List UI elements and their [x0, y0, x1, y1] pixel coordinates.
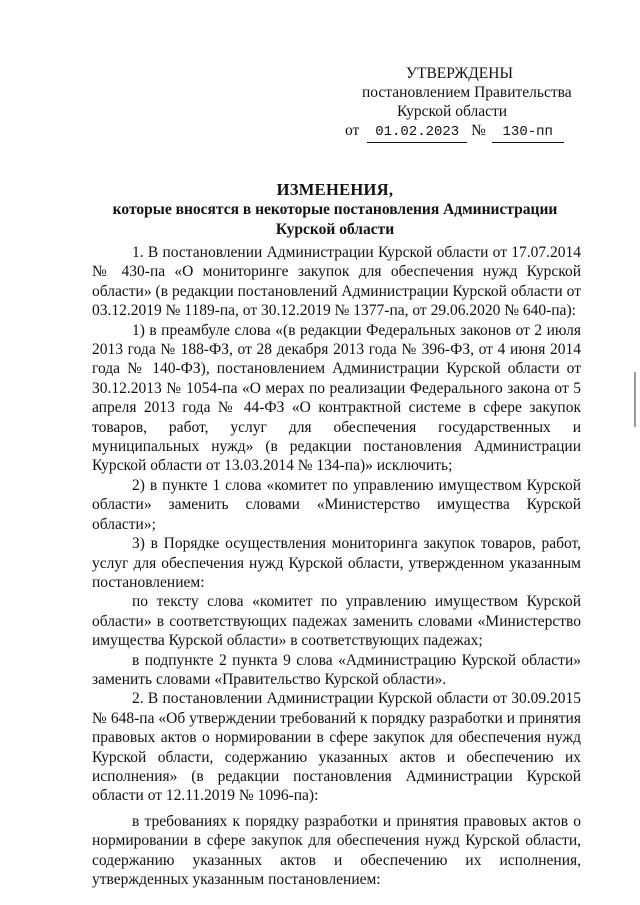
- paragraph-1-3-a: по тексту слова «комитет по управлению имуществом Курской области» в соответствующих падежах заменить словами «Министерство имущества Курской области» в соответствующих падежах;: [92, 593, 581, 650]
- approval-date-number: [338, 121, 588, 143]
- approval-number: 130-пп: [492, 123, 564, 143]
- number-prefix: №: [471, 122, 486, 139]
- paragraph-1-3: 3) в Порядке осуществления мониторинга закупок товаров, работ, услуг для обеспечения нужд Курской области, утвержденном указанным постановлением:: [92, 535, 581, 591]
- paragraph-1-2: 2) в пункте 1 слова «комитет по управлению имуществом Курской области» заменить словами «Министерство имущества Курской области»;: [92, 476, 581, 533]
- paragraph-1-1: 1) в преамбуле слова «(в редакции Федеральных законов от 2 июля 2013 года № 188-ФЗ, от 28 декабря 2013 года № 396-ФЗ, от 4 июня 2014 года № 140-ФЗ), постановлением Администрации Курской области от 30.12.2013 № 1054-па «О мерах по реализации Федерального закона от 5 апреля 2013 года № 44-ФЗ «О контрактной системе в сфере закупок товаров, работ, услуг для обеспечения государственных и муниципальных нужд» (в редакции постановления Администрации Курской области от 13.03.2014 № 134-па)» исключить;: [92, 321, 581, 475]
- date-prefix: от: [345, 122, 360, 139]
- paragraph-2: 2. В постановлении Администрации Курской области от 30.09.2015 № 648-па «Об утверждении требований к порядку разработки и принятия правовых актов о нормировании в сфере закупок для обеспечения нужд Курской области, содержанию указанных актов и обеспечению их исполнения» (в редакции постановления Администрации Курской области от 12.11.2019 № 1096-па):: [92, 690, 581, 805]
- approval-title: УТВЕРЖДЕНЫ: [406, 65, 513, 82]
- approval-date: 01.02.2023: [367, 123, 467, 143]
- paragraph-1: 1. В постановлении Администрации Курской области от 17.07.2014 № 430-па «О мониторинге закупок для обеспечения нужд Курской области» (в редакции постановлений Администрации Курской области от 03.12.2019 № 1189-па, от 30.12.2019 № 1377-па, от 29.06.2020 № 640-па):: [92, 244, 581, 320]
- approval-stamp: [338, 64, 588, 143]
- document-body: [92, 243, 581, 889]
- paragraph-1-3-b: в подпункте 2 пункта 9 слова «Администрацию Курской области» заменить словами «Правительство Курской области».: [92, 651, 581, 688]
- document-subtitle: которые вносятся в некоторые постановления Администрации Курской области: [112, 201, 558, 238]
- document-heading: [0, 180, 640, 240]
- approval-issuer: постановлением Правительства: [362, 84, 572, 101]
- approval-region: Курской области: [397, 103, 508, 120]
- paragraph-2-a: в требованиях к порядку разработки и принятия правовых актов о нормировании в сфере закупок для обеспечения нужд Курской области, содержанию указанных актов и обеспечению их исполнения, утвержденных указанным постановлением:: [92, 812, 581, 888]
- document-title: ИЗМЕНЕНИЯ,: [276, 180, 394, 199]
- scan-edge-mark: [634, 372, 636, 427]
